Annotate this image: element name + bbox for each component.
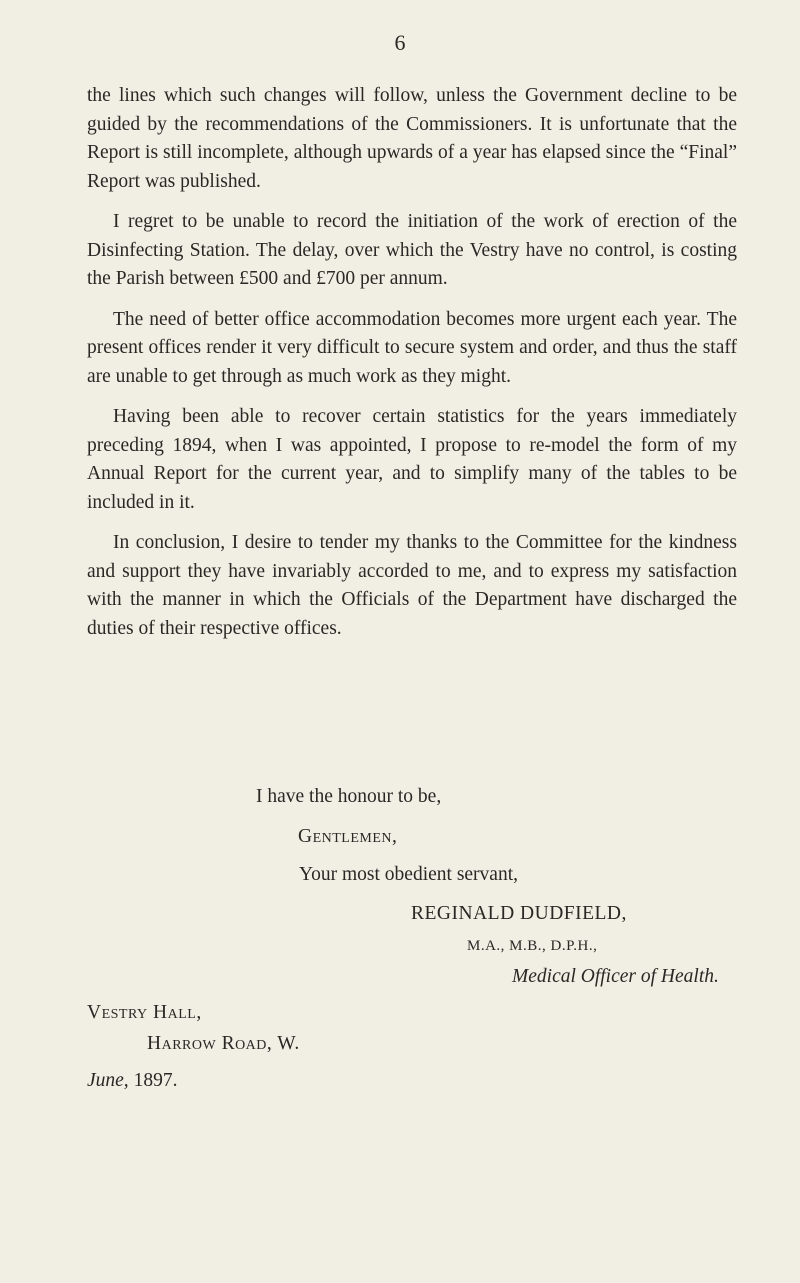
paragraph-5: In conclusion, I desire to tender my thanks to the Committee for the kindness and support they have invariably accorded to me, and to express my satisfaction with the manner in which the Officials of the Department have discharged the duties of their respective offices. [87,532,737,639]
signatory-degrees: M.A., M.B., D.P.H., [467,938,598,954]
paragraph-4: Having been able to recover certain statistics for the years immediately preceding 1894, when I was appointed, I propose to re-model the form of my Annual Report for the current year, and to simplify many of the tables to be included in it. [87,406,737,513]
address-line-2: Harrow Road, W. [147,1033,300,1054]
date-year: 1897. [133,1070,178,1091]
body-text [87,82,737,655]
paragraph-2: I regret to be unable to record the initiation of the work of erection of the Disinfecting Station. The delay, over which the Vestry have no control, is costing the Parish between £500 and £700 per annum. [87,211,737,289]
paragraph-1: the lines which such changes will follow, unless the Government decline to be guided by the recommendations of the Commissioners. It is unfortunate that the Report is still incomplete, although upwards of a year has elapsed since the “Final” Report was published. [87,85,737,192]
address-line-1: Vestry Hall, [87,1002,202,1023]
paragraph-3: The need of better office accommodation becomes more urgent each year. The present offices render it very difficult to secure system and order, and thus the staff are unable to get through as much work as they might. [87,308,737,387]
page-number: 6 [394,30,406,55]
closing-servant: Your most obedient servant, [299,864,519,885]
closing-salutation: Gentlemen, [298,826,398,847]
signatory-title: Medical Officer of Health. [512,966,719,987]
closing-honour: I have the honour to be, [256,786,442,807]
date [87,1070,177,1092]
signatory-name: REGINALD DUDFIELD, [411,903,627,924]
date-month: June, [87,1070,129,1091]
